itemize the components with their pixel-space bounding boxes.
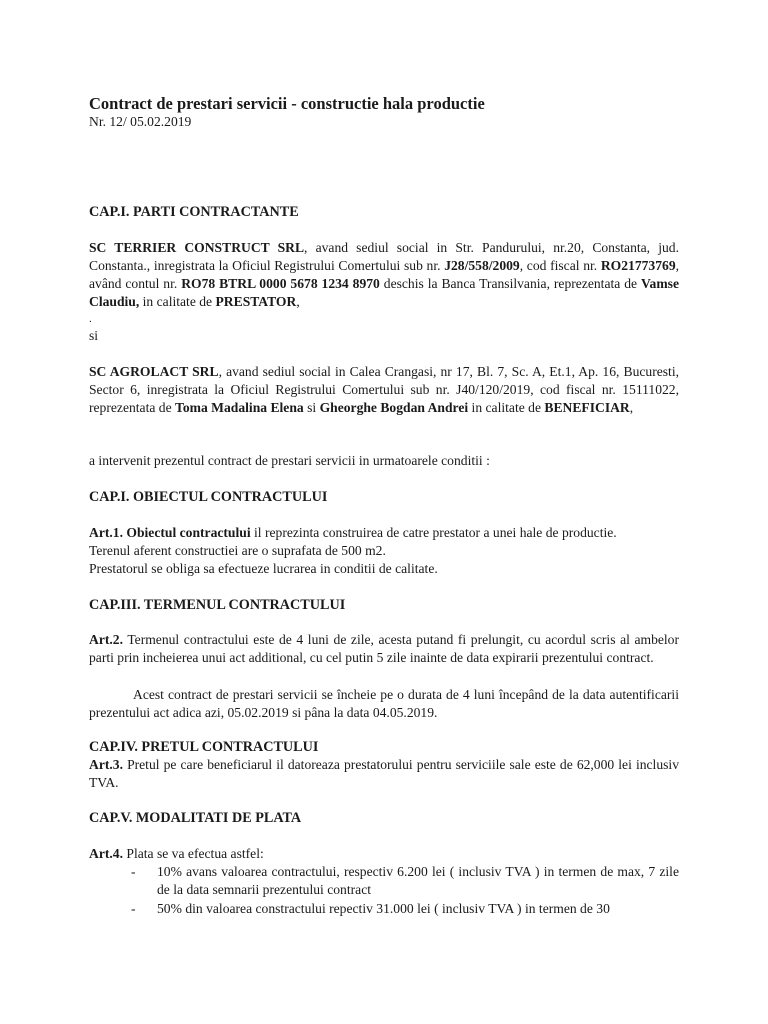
party1-paragraph [89, 239, 679, 311]
list-item-text: 50% din valoarea constractului repectiv 31.000 lei ( inclusiv TVA ) in termen de 30 [157, 901, 610, 916]
art1-line2: Terenul aferent constructiei are o suprafata de 500 m2. [89, 543, 386, 558]
art1-bold: Obiectul contractului [122, 525, 251, 540]
art2-label: Art.2. [89, 632, 123, 647]
section-heading-obiect: CAP.I. OBIECTUL CONTRACTULUI [89, 489, 328, 505]
section-heading-termen: CAP.III. TERMENUL CONTRACTULUI [89, 597, 346, 613]
party1-role: PRESTATOR [215, 294, 297, 309]
article-2-paragraph-2: Acest contract de prestari servicii se încheie pe o durata de 4 luni începând de la data autentificarii prezentului act adica azi, 05.02.2019 si pâna la data 04.05.2019. [89, 687, 679, 720]
party2-text: si [303, 400, 320, 415]
art2-text: Termenul contractului este de 4 luni de zile, acesta putand fi prelungit, cu acordul scris al ambelor parti prin incheierea unui act additional, cu cel putin 5 zile inainte de data expirarii prezentului contract. [89, 632, 679, 665]
contract-title: Contract de prestari servicii - constructie hala productie [89, 94, 485, 113]
bullet-dash: - [131, 864, 136, 879]
party1-rep: Vamse Claudiu, [89, 276, 679, 309]
article-1 [89, 524, 679, 578]
party1-text: in calitate de [139, 294, 216, 309]
art1-text: il reprezinta construirea de catre prestator a unei hale de productie. [250, 525, 617, 540]
art4-text: Plata se va efectua astfel: [122, 846, 264, 861]
party2-paragraph [89, 363, 679, 417]
party1-text: , având contul nr. [89, 258, 680, 291]
party1-name: SC TERRIER CONSTRUCT SRL [89, 240, 305, 255]
party2-rep1: Toma Madalina Elena [175, 400, 304, 415]
contract-number: Nr. 12/ 05.02.2019 [89, 114, 192, 129]
party1-text: , [296, 294, 300, 309]
art4-label: Art.4. [89, 846, 123, 861]
party1-text: deschis la Banca Transilvania, reprezentata de [379, 276, 641, 291]
conjunction-si: si [89, 328, 99, 343]
section-heading-plata: CAP.V. MODALITATI DE PLATA [89, 810, 302, 826]
party1-text: , cod fiscal nr. [519, 258, 601, 273]
list-item [131, 900, 679, 918]
intro-text: a intervenit prezentul contract de prestari servicii in urmatoarele conditii : [89, 453, 490, 468]
party1-cif: RO21773769 [600, 258, 676, 273]
party2-text: , [629, 400, 634, 415]
bullet-dash: - [131, 901, 136, 916]
party2-text: , avand sediul social in Calea Crangasi, nr 17, Bl. 7, Sc. A, Et.1, Ap. 16, Bucuresti, Sector 6, inregistrata la Oficiul Registrului Comertului sub nr. J40/120/2019, cod fiscal nr. 15111022, reprezentata de [89, 364, 680, 415]
party1-reg: J28/558/2009 [444, 258, 520, 273]
section-heading-parti: CAP.I. PARTI CONTRACTANTE [89, 204, 299, 220]
party2-text: in calitate de [468, 400, 545, 415]
party2-role: BENEFICIAR [544, 400, 630, 415]
art1-label: Art.1. [89, 525, 123, 540]
article-2 [89, 631, 679, 667]
art3-label: Art.3. [89, 757, 123, 772]
list-item [131, 863, 679, 899]
party1-iban: RO78 BTRL 0000 5678 1234 8970 [181, 276, 380, 291]
art1-line3: Prestatorul se obliga sa efectueze lucrarea in conditii de calitate. [89, 561, 438, 576]
article-4 [89, 845, 679, 863]
party2-rep2: Gheorghe Bogdan Andrei [319, 400, 469, 415]
article-3 [89, 756, 679, 792]
art3-text: Pretul pe care beneficiarul il datoreaza prestatorului pentru serviciile sale este de 62,000 lei inclusiv TVA. [89, 757, 679, 790]
party1-text: , avand sediul social in Str. Pandurului, nr.20, Constanta, jud. Constanta., inregistrata la Oficiul Registrului Comertului sub nr. [89, 240, 679, 273]
list-item-text: 10% avans valoarea contractului, respectiv 6.200 lei ( inclusiv TVA ) in termen de max, 7 zile de la data semnarii prezentului contract [157, 864, 679, 897]
separator-dot: . [89, 313, 92, 325]
section-heading-pret: CAP.IV. PRETUL CONTRACTULUI [89, 739, 319, 755]
party2-name: SC AGROLACT SRL [89, 364, 219, 379]
